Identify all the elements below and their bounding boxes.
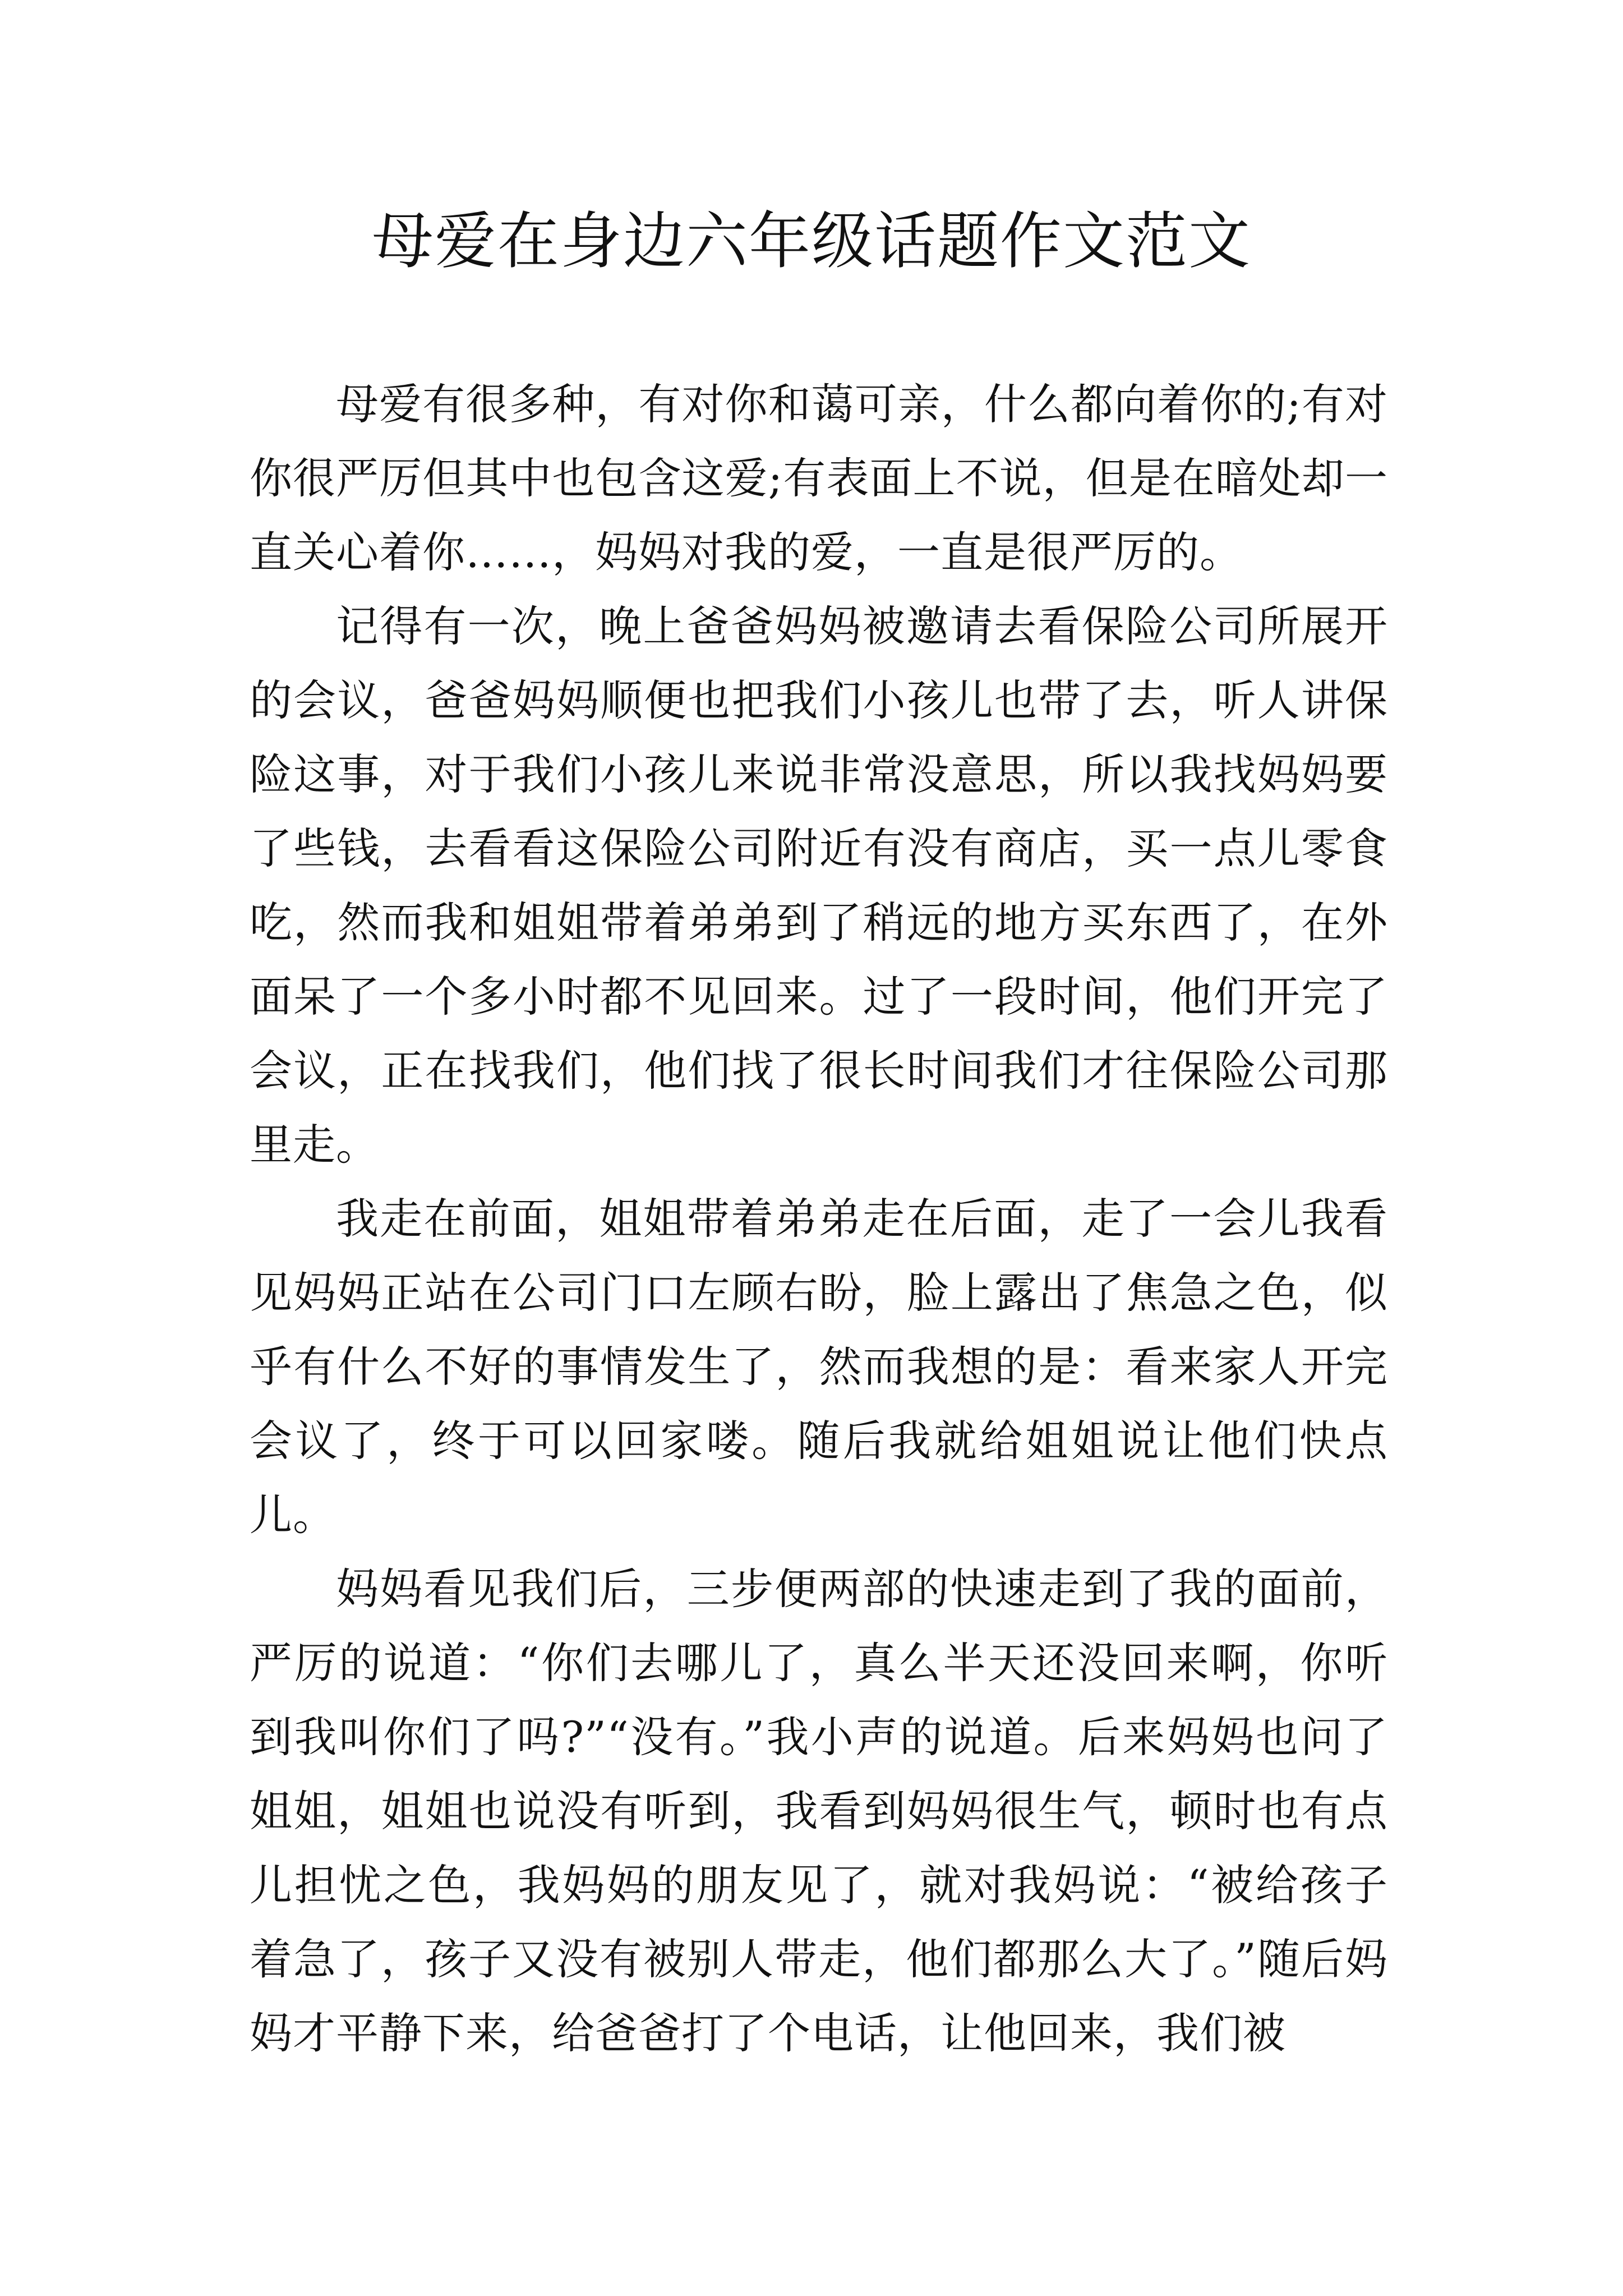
paragraph: 母爱有很多种，有对你和蔼可亲，什么都向着你的;有对你很严厉但其中也包含这爱;有表面上不说，但是在暗处却一直关心着你……，妈妈对我的爱，一直是很严厉的。: [250, 379, 1388, 577]
document-title: 母爱在身边六年级话题作文范文: [372, 205, 1251, 277]
document-body: [250, 367, 1388, 2070]
paragraph: 记得有一次，晚上爸爸妈妈被邀请去看保险公司所展开的会议，爸爸妈妈顺便也把我们小孩儿也带了去，听人讲保险这事，对于我们小孩儿来说非常没意思，所以我找妈妈要了些钱，去看看这保险公司附近有没有商店，买一点儿零食吃，然而我和姐姐带着弟弟到了稍远的地方买东西了，在外面呆了一个多小时都不见回来。过了一段时间，他们开完了会议，正在找我们，他们找了很长时间我们才往保险公司那里走。: [250, 601, 1388, 1170]
paragraph: 妈妈看见我们后，三步便两部的快速走到了我的面前，严厉的说道：“你们去哪儿了，真么半天还没回来啊，你听到我叫你们了吗?”“没有。”我小声的说道。后来妈妈也问了姐姐，姐姐也说没有听到，我看到妈妈很生气，顿时也有点儿担忧之色，我妈妈的朋友见了，就对我妈说：“被给孩子着急了，孩子又没有被别人带走，他们都那么大了。”随后妈妈才平静下来，给爸爸打了个电话，让他回来，我们被: [250, 1564, 1388, 2058]
paragraph: 我走在前面，姐姐带着弟弟走在后面，走了一会儿我看见妈妈正站在公司门口左顾右盼，脸上露出了焦急之色，似乎有什么不好的事情发生了，然而我想的是：看来家人开完会议了，终于可以回家喽。随后我就给姐姐说让他们快点儿。: [250, 1194, 1388, 1540]
